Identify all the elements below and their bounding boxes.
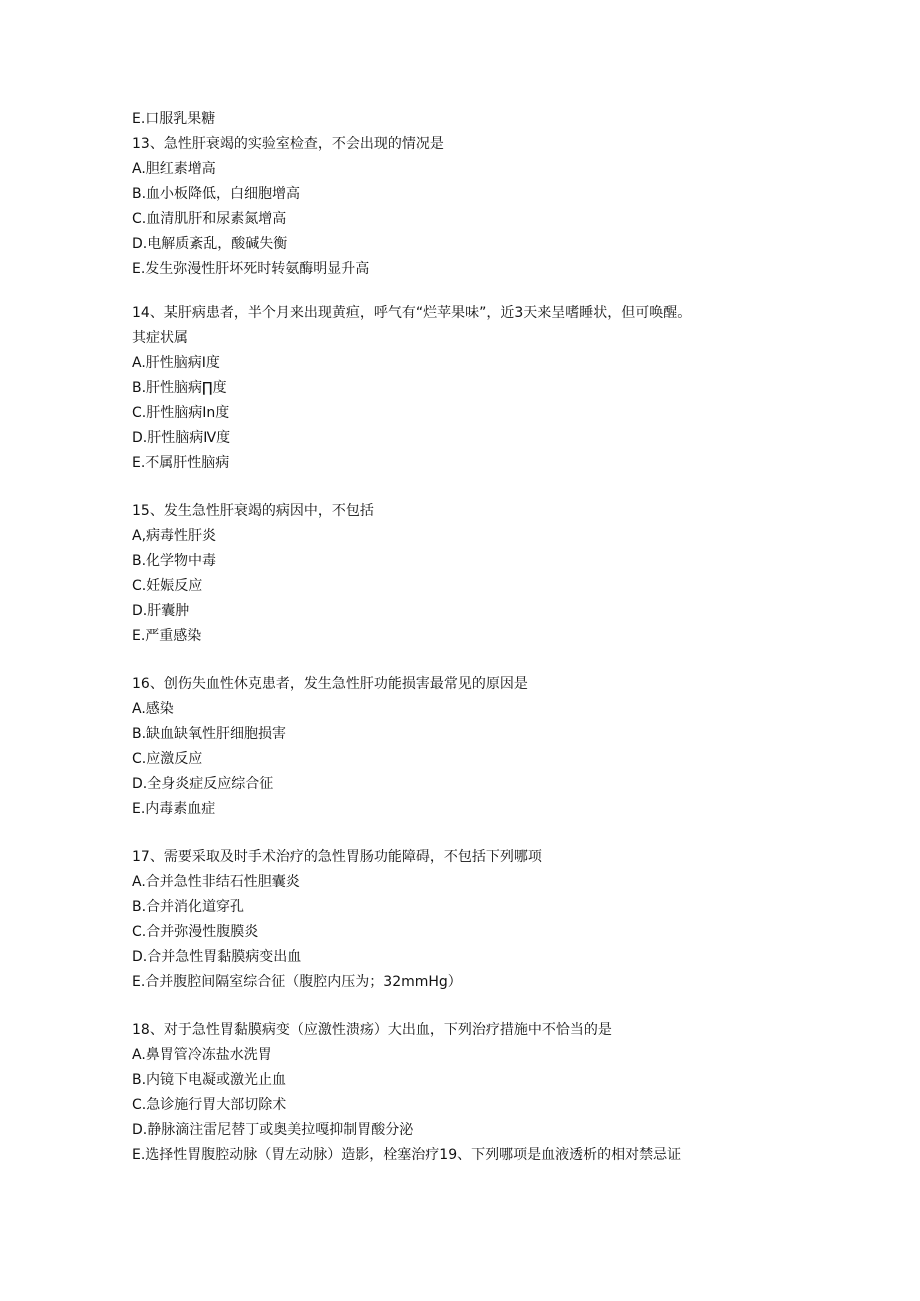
spacer <box>132 282 792 301</box>
q16-option-a: A.感染 <box>132 701 174 717</box>
question-15 <box>132 499 792 649</box>
q14-stem-line1: 14、某肝病患者，半个月来出现黄疸，呼气有“烂苹果味”，近3天来呈嗜睡状，但可唤醒。 <box>132 305 692 321</box>
q15-stem: 15、发生急性肝衰竭的病因中，不包括 <box>132 503 374 519</box>
q14-option-e: E.不属肝性脑病 <box>132 455 230 471</box>
question-14 <box>132 301 792 476</box>
q18-option-e: E.选择性胃腹腔动脉（胃左动脉）造影，栓塞治疗19、下列哪项是血液透析的相对禁忌证 <box>132 1147 682 1163</box>
spacer <box>132 476 792 499</box>
question-17 <box>132 845 792 995</box>
q14-option-a: A.肝性脑病Ⅰ度 <box>132 355 220 371</box>
q15-option-d: D.肝囊肿 <box>132 603 190 619</box>
q14-option-c: C.肝性脑病In度 <box>132 405 230 421</box>
q15-option-a: A,病毒性肝炎 <box>132 528 217 544</box>
spacer <box>132 649 792 672</box>
spacer <box>132 995 792 1018</box>
q14-option-d: D.肝性脑病Ⅳ度 <box>132 430 231 446</box>
q17-option-b: B.合并消化道穿孔 <box>132 899 245 915</box>
q13-option-e: E.发生弥漫性肝坏死时转氨酶明显升高 <box>132 261 370 277</box>
q14-option-b: B.肝性脑病∏度 <box>132 380 227 396</box>
q12-option-e: E.口服乳果糖 <box>132 111 216 127</box>
q17-option-e: E.合并腹腔间隔室综合征（腹腔内压为；32mmHg） <box>132 974 462 990</box>
document-page <box>132 107 792 1168</box>
q13-option-d: D.电解质紊乱，酸碱失衡 <box>132 236 288 252</box>
q18-option-c: C.急诊施行胃大部切除术 <box>132 1097 287 1113</box>
q16-option-b: B.缺血缺氧性肝细胞损害 <box>132 726 287 742</box>
q18-stem: 18、对于急性胃黏膜病变（应激性溃疡）大出血，下列治疗措施中不恰当的是 <box>132 1022 612 1038</box>
spacer <box>132 822 792 845</box>
question-16 <box>132 672 792 822</box>
q18-option-a: A.鼻胃管冷冻盐水洗胃 <box>132 1047 272 1063</box>
q17-option-d: D.合并急性胃黏膜病变出血 <box>132 949 302 965</box>
q13-stem: 13、急性肝衰竭的实验室检查，不会出现的情况是 <box>132 136 444 152</box>
q15-option-c: C.妊娠反应 <box>132 578 203 594</box>
q17-option-c: C.合并弥漫性腹膜炎 <box>132 924 259 940</box>
q13-option-a: A.胆红素增高 <box>132 161 216 177</box>
question-18 <box>132 1018 792 1168</box>
q14-stem-line2: 其症状属 <box>132 330 188 346</box>
q17-stem: 17、需要采取及时手术治疗的急性胃肠功能障碍，不包括下列哪项 <box>132 849 542 865</box>
q15-option-b: B.化学物中毒 <box>132 553 217 569</box>
q16-option-e: E.内毒素血症 <box>132 801 216 817</box>
q16-option-d: D.全身炎症反应综合征 <box>132 776 274 792</box>
q17-option-a: A.合并急性非结石性胆囊炎 <box>132 874 300 890</box>
q18-option-b: B.内镜下电凝或激光止血 <box>132 1072 287 1088</box>
question-13 <box>132 132 792 282</box>
q13-option-c: C.血清肌肝和尿素氮增高 <box>132 211 287 227</box>
q15-option-e: E.严重感染 <box>132 628 202 644</box>
q16-stem: 16、创伤失血性休克患者，发生急性肝功能损害最常见的原因是 <box>132 676 528 692</box>
q13-option-b: B.血小板降低，白细胞增高 <box>132 186 301 202</box>
q18-option-d: D.静脉滴注雷尼替丁或奥美拉嘎抑制胃酸分泌 <box>132 1122 414 1138</box>
q16-option-c: C.应激反应 <box>132 751 203 767</box>
